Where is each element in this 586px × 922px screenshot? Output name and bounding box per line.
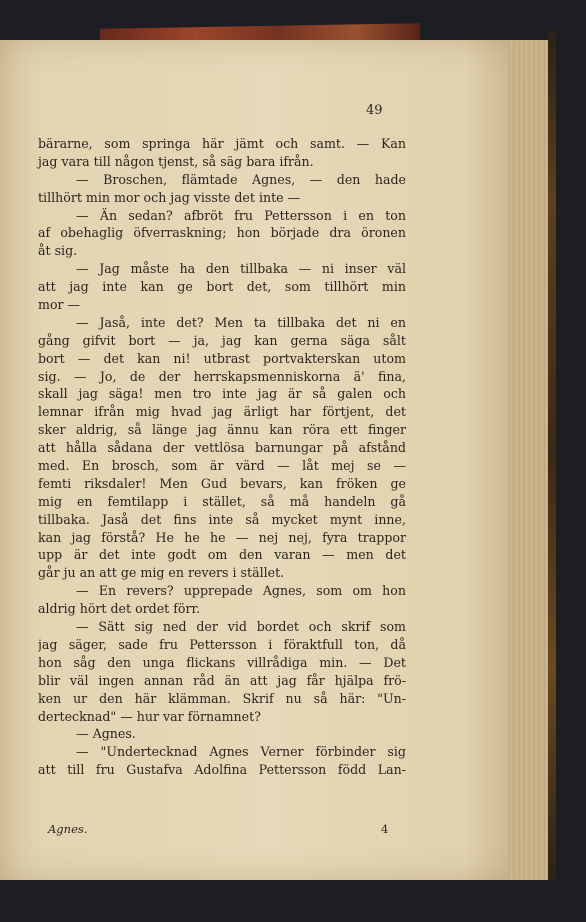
text-line: ken ur den här klämman. Skrif nu så här: "Un- xyxy=(38,690,406,706)
text-line: upp är det inte godt om den varan — men det xyxy=(38,547,406,563)
text-line: — Sätt sig ned der vid bordet och skrif som xyxy=(76,619,406,635)
book-cover-edge xyxy=(548,30,556,880)
text-line: lemnar ifrån mig hvad jag ärligt har förtjent, det xyxy=(38,404,406,420)
text-line: bärarne, som springa här jämt och samt. — Kan xyxy=(38,136,406,151)
text-line: blir väl ingen annan råd än att jag får hjälpa frö- xyxy=(38,672,406,688)
text-line: tillhört min mor och jag visste det inte — xyxy=(38,189,301,205)
text-line: — En revers? upprepade Agnes, som om hon xyxy=(76,583,406,599)
text-line: sig. — Jo, de der herrskapsmenniskorna ä' fina, xyxy=(38,368,406,384)
text-line: af obehaglig öfverraskning; hon började dra öronen xyxy=(38,225,406,241)
text-line: att till fru Gustafva Adolfina Pettersson född Lan- xyxy=(38,762,406,778)
signature-mark-left: Agnes. xyxy=(48,822,88,836)
text-line: skall jag säga! men tro inte jag är så galen och xyxy=(38,386,406,402)
signature-mark-right: 4 xyxy=(381,822,389,836)
text-line: — Agnes. xyxy=(76,726,136,742)
page-number: 49 xyxy=(366,103,383,118)
text-line: — Jaså, inte det? Men ta tillbaka det ni en xyxy=(76,314,406,330)
text-line: jag säger, sade fru Pettersson i föraktfull ton, då xyxy=(38,636,406,652)
text-line: åt sig. xyxy=(38,243,78,259)
text-line: kan jag förstå? He he he — nej nej, fyra trappor xyxy=(38,529,406,545)
body-text xyxy=(38,135,406,779)
page-stack-edge xyxy=(508,40,548,880)
text-line: gång gifvit bort — ja, jag kan gerna säga sålt xyxy=(38,332,406,348)
text-line: hon såg den unga flickans villrådiga min. — Det xyxy=(38,654,406,670)
text-line: — "Undertecknad Agnes Verner förbinder sig xyxy=(76,744,406,760)
text-line: att hålla sådana der vettlösa barnungar på afstånd xyxy=(38,440,406,456)
text-line: mig en femtilapp i stället, så må handeln gå xyxy=(38,493,406,509)
text-line: — Jag måste ha den tillbaka — ni inser väl xyxy=(76,261,406,277)
text-line: — Broschen, flämtade Agnes, — den hade xyxy=(76,171,406,187)
text-line: jag vara till någon tjenst, så säg bara ifrån. xyxy=(38,153,314,169)
text-line: dertecknad" — hur var förnamnet? xyxy=(38,708,261,724)
book-page xyxy=(0,40,548,880)
text-line: går ju an att ge mig en revers i stället. xyxy=(38,565,285,581)
text-line: mor — xyxy=(38,297,81,313)
text-line: att jag inte kan ge bort det, som tillhört min xyxy=(38,279,406,295)
text-line: med. En brosch, som är värd — låt mej se — xyxy=(38,458,406,474)
text-line: femti riksdaler! Men Gud bevars, kan fröken ge xyxy=(38,475,406,491)
text-line: bort — det kan ni! utbrast portvakterskan utom xyxy=(38,350,406,366)
text-line: tillbaka. Jaså det fins inte så mycket mynt inne, xyxy=(38,511,406,527)
text-line: aldrig hört det ordet förr. xyxy=(38,601,201,617)
text-line: sker aldrig, så länge jag ännu kan röra ett finger xyxy=(38,422,406,438)
text-line: — Än sedan? afbröt fru Pettersson i en ton xyxy=(76,207,406,223)
